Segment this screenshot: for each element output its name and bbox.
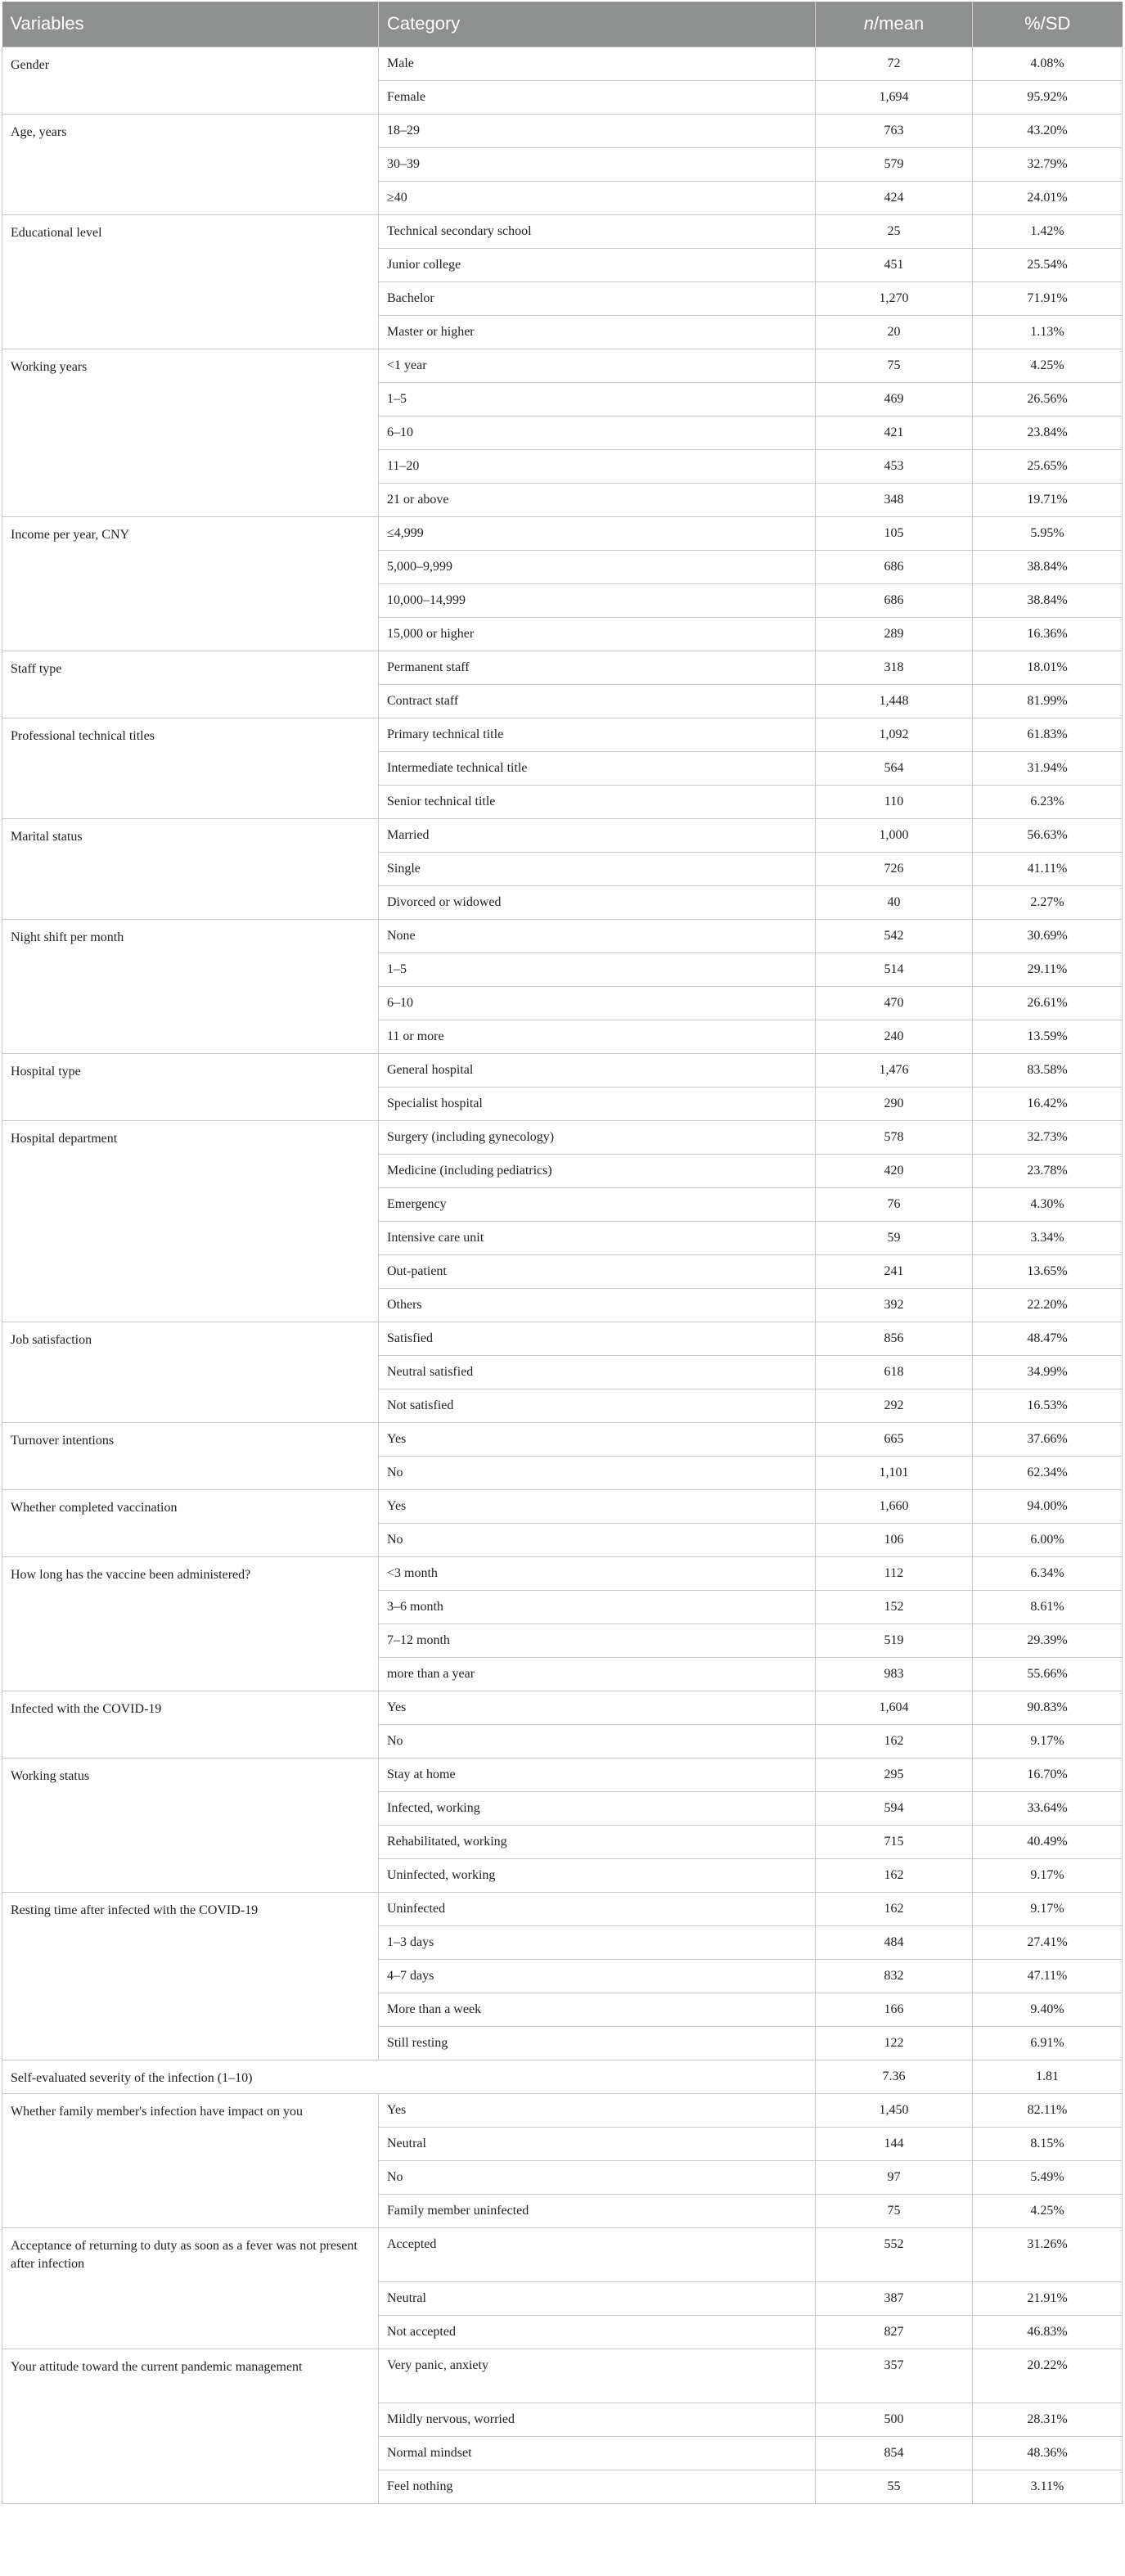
n-mean-cell: 856 xyxy=(816,1322,973,1355)
pct-sd-cell: 38.84% xyxy=(973,583,1123,617)
variable-cell: Hospital department xyxy=(2,1120,379,1322)
category-cell: General hospital xyxy=(379,1053,816,1087)
n-mean-cell: 451 xyxy=(816,248,973,281)
category-cell: Single xyxy=(379,852,816,885)
n-mean-cell: 318 xyxy=(816,651,973,684)
variable-cell: How long has the vaccine been administered? xyxy=(2,1556,379,1691)
category-cell: Intensive care unit xyxy=(379,1221,816,1254)
n-mean-cell: 470 xyxy=(816,986,973,1020)
pct-sd-cell: 8.15% xyxy=(973,2127,1123,2160)
pct-sd-cell: 21.91% xyxy=(973,2281,1123,2315)
pct-sd-cell: 4.08% xyxy=(973,47,1123,80)
table-row xyxy=(2,718,1123,751)
pct-sd-cell: 31.94% xyxy=(973,751,1123,785)
table-row xyxy=(2,2093,1123,2127)
n-mean-cell: 162 xyxy=(816,1892,973,1925)
n-mean-cell: 348 xyxy=(816,483,973,516)
n-mean-cell: 76 xyxy=(816,1187,973,1221)
table-row xyxy=(2,651,1123,684)
pct-sd-cell: 22.20% xyxy=(973,1288,1123,1322)
n-mean-cell: 594 xyxy=(816,1791,973,1825)
pct-sd-cell: 16.53% xyxy=(973,1389,1123,1422)
pct-sd-cell: 40.49% xyxy=(973,1825,1123,1858)
category-cell: Technical secondary school xyxy=(379,214,816,248)
pct-sd-cell: 32.79% xyxy=(973,147,1123,181)
n-mean-cell: 240 xyxy=(816,1020,973,1053)
pct-sd-cell: 3.11% xyxy=(973,2470,1123,2503)
n-mean-cell: 484 xyxy=(816,1925,973,1959)
n-mean-cell: 25 xyxy=(816,214,973,248)
table-body xyxy=(2,47,1123,2503)
category-cell: No xyxy=(379,2160,816,2194)
category-cell: more than a year xyxy=(379,1657,816,1691)
table-row xyxy=(2,1422,1123,1456)
category-cell: Male xyxy=(379,47,816,80)
variable-cell: Turnover intentions xyxy=(2,1422,379,1489)
n-mean-cell: 290 xyxy=(816,1087,973,1120)
n-mean-cell: 686 xyxy=(816,550,973,583)
category-cell: <3 month xyxy=(379,1556,816,1590)
n-mean-cell: 1,604 xyxy=(816,1691,973,1724)
n-mean-cell: 665 xyxy=(816,1422,973,1456)
table-row xyxy=(2,1053,1123,1087)
n-mean-cell: 166 xyxy=(816,1993,973,2026)
n-mean-cell: 542 xyxy=(816,919,973,952)
category-cell: 5,000–9,999 xyxy=(379,550,816,583)
category-cell: Permanent staff xyxy=(379,651,816,684)
n-mean-cell: 618 xyxy=(816,1355,973,1389)
category-cell: Accepted xyxy=(379,2227,816,2281)
table-row xyxy=(2,1892,1123,1925)
variable-cell: Working years xyxy=(2,349,379,516)
category-cell: Yes xyxy=(379,1489,816,1523)
n-mean-cell: 827 xyxy=(816,2315,973,2349)
pct-sd-cell: 33.64% xyxy=(973,1791,1123,1825)
category-cell: 15,000 or higher xyxy=(379,617,816,651)
pct-sd-cell: 56.63% xyxy=(973,818,1123,852)
category-cell: Specialist hospital xyxy=(379,1087,816,1120)
category-cell: 11–20 xyxy=(379,449,816,483)
n-mean-cell: 392 xyxy=(816,1288,973,1322)
pct-sd-cell: 1.42% xyxy=(973,214,1123,248)
n-mean-cell: 20 xyxy=(816,315,973,349)
n-mean-cell: 112 xyxy=(816,1556,973,1590)
pct-sd-cell: 25.65% xyxy=(973,449,1123,483)
n-mean-cell: 1,270 xyxy=(816,281,973,315)
category-cell: Senior technical title xyxy=(379,785,816,818)
table-row xyxy=(2,919,1123,952)
table-row xyxy=(2,1758,1123,1791)
n-mean-cell: 40 xyxy=(816,885,973,919)
pct-sd-cell: 16.70% xyxy=(973,1758,1123,1791)
n-mean-cell: 500 xyxy=(816,2403,973,2436)
category-cell: 30–39 xyxy=(379,147,816,181)
pct-sd-cell: 90.83% xyxy=(973,1691,1123,1724)
pct-sd-cell: 38.84% xyxy=(973,550,1123,583)
pct-sd-cell: 29.39% xyxy=(973,1624,1123,1657)
n-mean-cell: 1,000 xyxy=(816,818,973,852)
n-mean-cell: 105 xyxy=(816,516,973,550)
n-mean-cell: 289 xyxy=(816,617,973,651)
pct-sd-cell: 4.30% xyxy=(973,1187,1123,1221)
n-mean-cell: 420 xyxy=(816,1154,973,1187)
table-row xyxy=(2,1120,1123,1154)
n-mean-cell: 357 xyxy=(816,2349,973,2403)
n-mean-cell: 1,092 xyxy=(816,718,973,751)
category-cell: Married xyxy=(379,818,816,852)
category-cell: 1–5 xyxy=(379,382,816,416)
n-mean-cell: 75 xyxy=(816,349,973,382)
variable-cell: Job satisfaction xyxy=(2,1322,379,1422)
category-cell: 10,000–14,999 xyxy=(379,583,816,617)
n-mean-cell: 1,660 xyxy=(816,1489,973,1523)
n-mean-cell: 983 xyxy=(816,1657,973,1691)
n-mean-cell: 519 xyxy=(816,1624,973,1657)
pct-sd-cell: 24.01% xyxy=(973,181,1123,214)
pct-sd-cell: 71.91% xyxy=(973,281,1123,315)
category-cell: Others xyxy=(379,1288,816,1322)
n-mean-cell: 241 xyxy=(816,1254,973,1288)
category-cell: Neutral xyxy=(379,2127,816,2160)
pct-sd-cell: 8.61% xyxy=(973,1590,1123,1624)
category-cell: Contract staff xyxy=(379,684,816,718)
n-mean-cell: 295 xyxy=(816,1758,973,1791)
category-cell: Rehabilitated, working xyxy=(379,1825,816,1858)
category-cell: 1–5 xyxy=(379,952,816,986)
pct-sd-cell: 31.26% xyxy=(973,2227,1123,2281)
category-cell: 21 or above xyxy=(379,483,816,516)
variable-cell: Income per year, CNY xyxy=(2,516,379,651)
pct-sd-cell: 6.23% xyxy=(973,785,1123,818)
pct-sd-cell: 43.20% xyxy=(973,114,1123,147)
pct-sd-cell: 41.11% xyxy=(973,852,1123,885)
n-mean-cell: 1,694 xyxy=(816,80,973,114)
pct-sd-cell: 26.61% xyxy=(973,986,1123,1020)
category-cell: Divorced or widowed xyxy=(379,885,816,919)
category-cell: Very panic, anxiety xyxy=(379,2349,816,2403)
category-cell: Junior college xyxy=(379,248,816,281)
n-mean-cell: 564 xyxy=(816,751,973,785)
category-cell: Stay at home xyxy=(379,1758,816,1791)
table-row xyxy=(2,349,1123,382)
category-cell: Emergency xyxy=(379,1187,816,1221)
category-cell: 1–3 days xyxy=(379,1925,816,1959)
pct-sd-cell: 26.56% xyxy=(973,382,1123,416)
variable-cell: Acceptance of returning to duty as soon as a fever was not present after infection xyxy=(2,2227,379,2349)
n-mean-cell: 578 xyxy=(816,1120,973,1154)
category-cell: Out-patient xyxy=(379,1254,816,1288)
variable-cell: Gender xyxy=(2,47,379,114)
n-mean-cell: 162 xyxy=(816,1858,973,1892)
n-mean-cell: 469 xyxy=(816,382,973,416)
header-n-mean xyxy=(816,2,973,47)
pct-sd-cell: 3.34% xyxy=(973,1221,1123,1254)
n-mean-cell: 122 xyxy=(816,2026,973,2060)
pct-sd-cell: 9.40% xyxy=(973,1993,1123,2026)
n-mean-cell: 1,101 xyxy=(816,1456,973,1489)
category-cell: Medicine (including pediatrics) xyxy=(379,1154,816,1187)
category-cell: Surgery (including gynecology) xyxy=(379,1120,816,1154)
category-cell: 3–6 month xyxy=(379,1590,816,1624)
category-cell: Not satisfied xyxy=(379,1389,816,1422)
n-mean-cell: 579 xyxy=(816,147,973,181)
category-cell: 7–12 month xyxy=(379,1624,816,1657)
pct-sd-cell: 61.83% xyxy=(973,718,1123,751)
table-row xyxy=(2,1556,1123,1590)
table-row xyxy=(2,47,1123,80)
variable-cell: Whether completed vaccination xyxy=(2,1489,379,1556)
n-mean-cell: 715 xyxy=(816,1825,973,1858)
category-cell: Neutral xyxy=(379,2281,816,2315)
category-cell: 6–10 xyxy=(379,416,816,449)
n-mean-cell: 387 xyxy=(816,2281,973,2315)
category-cell: 18–29 xyxy=(379,114,816,147)
variable-cell: Resting time after infected with the COVID-19 xyxy=(2,1892,379,2060)
pct-sd-cell: 30.69% xyxy=(973,919,1123,952)
pct-sd-cell: 48.36% xyxy=(973,2436,1123,2470)
n-mean-cell: 7.36 xyxy=(816,2060,973,2093)
table-row xyxy=(2,818,1123,852)
variable-cell: Hospital type xyxy=(2,1053,379,1120)
category-cell: Not accepted xyxy=(379,2315,816,2349)
header-n-rest: /mean xyxy=(874,13,925,34)
n-mean-cell: 110 xyxy=(816,785,973,818)
pct-sd-cell: 4.25% xyxy=(973,349,1123,382)
pct-sd-cell: 82.11% xyxy=(973,2093,1123,2127)
category-cell: No xyxy=(379,1523,816,1556)
table-row xyxy=(2,214,1123,248)
category-cell: ≥40 xyxy=(379,181,816,214)
pct-sd-cell: 32.73% xyxy=(973,1120,1123,1154)
table-row xyxy=(2,1489,1123,1523)
category-cell: <1 year xyxy=(379,349,816,382)
n-mean-cell: 75 xyxy=(816,2194,973,2227)
n-mean-cell: 144 xyxy=(816,2127,973,2160)
n-mean-cell: 162 xyxy=(816,1724,973,1758)
variable-cell: Night shift per month xyxy=(2,919,379,1053)
category-cell: Normal mindset xyxy=(379,2436,816,2470)
pct-sd-cell: 13.59% xyxy=(973,1020,1123,1053)
table-row xyxy=(2,516,1123,550)
n-mean-cell: 832 xyxy=(816,1959,973,1993)
pct-sd-cell: 34.99% xyxy=(973,1355,1123,1389)
pct-sd-cell: 6.00% xyxy=(973,1523,1123,1556)
n-mean-cell: 292 xyxy=(816,1389,973,1422)
pct-sd-cell: 23.78% xyxy=(973,1154,1123,1187)
pct-sd-cell: 81.99% xyxy=(973,684,1123,718)
demographics-table xyxy=(2,2,1123,2504)
category-cell: Bachelor xyxy=(379,281,816,315)
category-cell: None xyxy=(379,919,816,952)
pct-sd-cell: 94.00% xyxy=(973,1489,1123,1523)
pct-sd-cell: 6.34% xyxy=(973,1556,1123,1590)
n-mean-cell: 854 xyxy=(816,2436,973,2470)
table-row xyxy=(2,2349,1123,2403)
category-cell: Feel nothing xyxy=(379,2470,816,2503)
header-row xyxy=(2,2,1123,47)
header-pct-sd: %/SD xyxy=(973,2,1123,47)
table-row xyxy=(2,2060,1123,2093)
pct-sd-cell: 4.25% xyxy=(973,2194,1123,2227)
pct-sd-cell: 16.42% xyxy=(973,1087,1123,1120)
category-cell: 4–7 days xyxy=(379,1959,816,1993)
category-cell: 11 or more xyxy=(379,1020,816,1053)
category-cell: More than a week xyxy=(379,1993,816,2026)
n-mean-cell: 1,450 xyxy=(816,2093,973,2127)
variable-cell: Age, years xyxy=(2,114,379,214)
pct-sd-cell: 48.47% xyxy=(973,1322,1123,1355)
pct-sd-cell: 55.66% xyxy=(973,1657,1123,1691)
pct-sd-cell: 95.92% xyxy=(973,80,1123,114)
pct-sd-cell: 46.83% xyxy=(973,2315,1123,2349)
category-cell: Uninfected, working xyxy=(379,1858,816,1892)
n-mean-cell: 453 xyxy=(816,449,973,483)
category-cell: Primary technical title xyxy=(379,718,816,751)
n-mean-cell: 1,476 xyxy=(816,1053,973,1087)
n-mean-cell: 1,448 xyxy=(816,684,973,718)
variable-cell: Your attitude toward the current pandemic management xyxy=(2,2349,379,2503)
n-mean-cell: 763 xyxy=(816,114,973,147)
pct-sd-cell: 9.17% xyxy=(973,1858,1123,1892)
category-cell: Yes xyxy=(379,2093,816,2127)
n-mean-cell: 421 xyxy=(816,416,973,449)
pct-sd-cell: 9.17% xyxy=(973,1724,1123,1758)
n-mean-cell: 424 xyxy=(816,181,973,214)
category-cell: Yes xyxy=(379,1691,816,1724)
pct-sd-cell: 62.34% xyxy=(973,1456,1123,1489)
variable-cell: Educational level xyxy=(2,214,379,349)
pct-sd-cell: 37.66% xyxy=(973,1422,1123,1456)
pct-sd-cell: 19.71% xyxy=(973,483,1123,516)
category-cell: No xyxy=(379,1724,816,1758)
table-row xyxy=(2,2227,1123,2281)
pct-sd-cell: 9.17% xyxy=(973,1892,1123,1925)
category-cell: Still resting xyxy=(379,2026,816,2060)
category-cell: Uninfected xyxy=(379,1892,816,1925)
header-category: Category xyxy=(379,2,816,47)
n-mean-cell: 152 xyxy=(816,1590,973,1624)
n-mean-cell: 55 xyxy=(816,2470,973,2503)
pct-sd-cell: 5.49% xyxy=(973,2160,1123,2194)
variable-cell: Staff type xyxy=(2,651,379,718)
pct-sd-cell: 25.54% xyxy=(973,248,1123,281)
pct-sd-cell: 47.11% xyxy=(973,1959,1123,1993)
variable-cell: Professional technical titles xyxy=(2,718,379,818)
pct-sd-cell: 1.13% xyxy=(973,315,1123,349)
category-cell: Satisfied xyxy=(379,1322,816,1355)
variable-cell: Marital status xyxy=(2,818,379,919)
category-cell: Infected, working xyxy=(379,1791,816,1825)
n-mean-cell: 72 xyxy=(816,47,973,80)
category-cell: Neutral satisfied xyxy=(379,1355,816,1389)
pct-sd-cell: 27.41% xyxy=(973,1925,1123,1959)
variable-cell: Infected with the COVID-19 xyxy=(2,1691,379,1758)
header-n-italic: n xyxy=(863,13,875,34)
category-cell: Family member uninfected xyxy=(379,2194,816,2227)
category-cell: Intermediate technical title xyxy=(379,751,816,785)
header-variables: Variables xyxy=(2,2,379,47)
pct-sd-cell: 1.81 xyxy=(973,2060,1123,2093)
variable-cell: Self-evaluated severity of the infection (1–10) xyxy=(2,2060,816,2093)
n-mean-cell: 686 xyxy=(816,583,973,617)
n-mean-cell: 726 xyxy=(816,852,973,885)
pct-sd-cell: 5.95% xyxy=(973,516,1123,550)
pct-sd-cell: 28.31% xyxy=(973,2403,1123,2436)
pct-sd-cell: 83.58% xyxy=(973,1053,1123,1087)
pct-sd-cell: 16.36% xyxy=(973,617,1123,651)
table-row xyxy=(2,1322,1123,1355)
pct-sd-cell: 6.91% xyxy=(973,2026,1123,2060)
variable-cell: Whether family member's infection have impact on you xyxy=(2,2093,379,2227)
n-mean-cell: 552 xyxy=(816,2227,973,2281)
pct-sd-cell: 23.84% xyxy=(973,416,1123,449)
table-row xyxy=(2,114,1123,147)
category-cell: No xyxy=(379,1456,816,1489)
n-mean-cell: 514 xyxy=(816,952,973,986)
n-mean-cell: 97 xyxy=(816,2160,973,2194)
category-cell: Yes xyxy=(379,1422,816,1456)
pct-sd-cell: 18.01% xyxy=(973,651,1123,684)
pct-sd-cell: 29.11% xyxy=(973,952,1123,986)
category-cell: ≤4,999 xyxy=(379,516,816,550)
n-mean-cell: 106 xyxy=(816,1523,973,1556)
variable-cell: Working status xyxy=(2,1758,379,1892)
category-cell: Master or higher xyxy=(379,315,816,349)
category-cell: 6–10 xyxy=(379,986,816,1020)
n-mean-cell: 59 xyxy=(816,1221,973,1254)
table-row xyxy=(2,1691,1123,1724)
category-cell: Female xyxy=(379,80,816,114)
pct-sd-cell: 13.65% xyxy=(973,1254,1123,1288)
pct-sd-cell: 2.27% xyxy=(973,885,1123,919)
category-cell: Mildly nervous, worried xyxy=(379,2403,816,2436)
pct-sd-cell: 20.22% xyxy=(973,2349,1123,2403)
